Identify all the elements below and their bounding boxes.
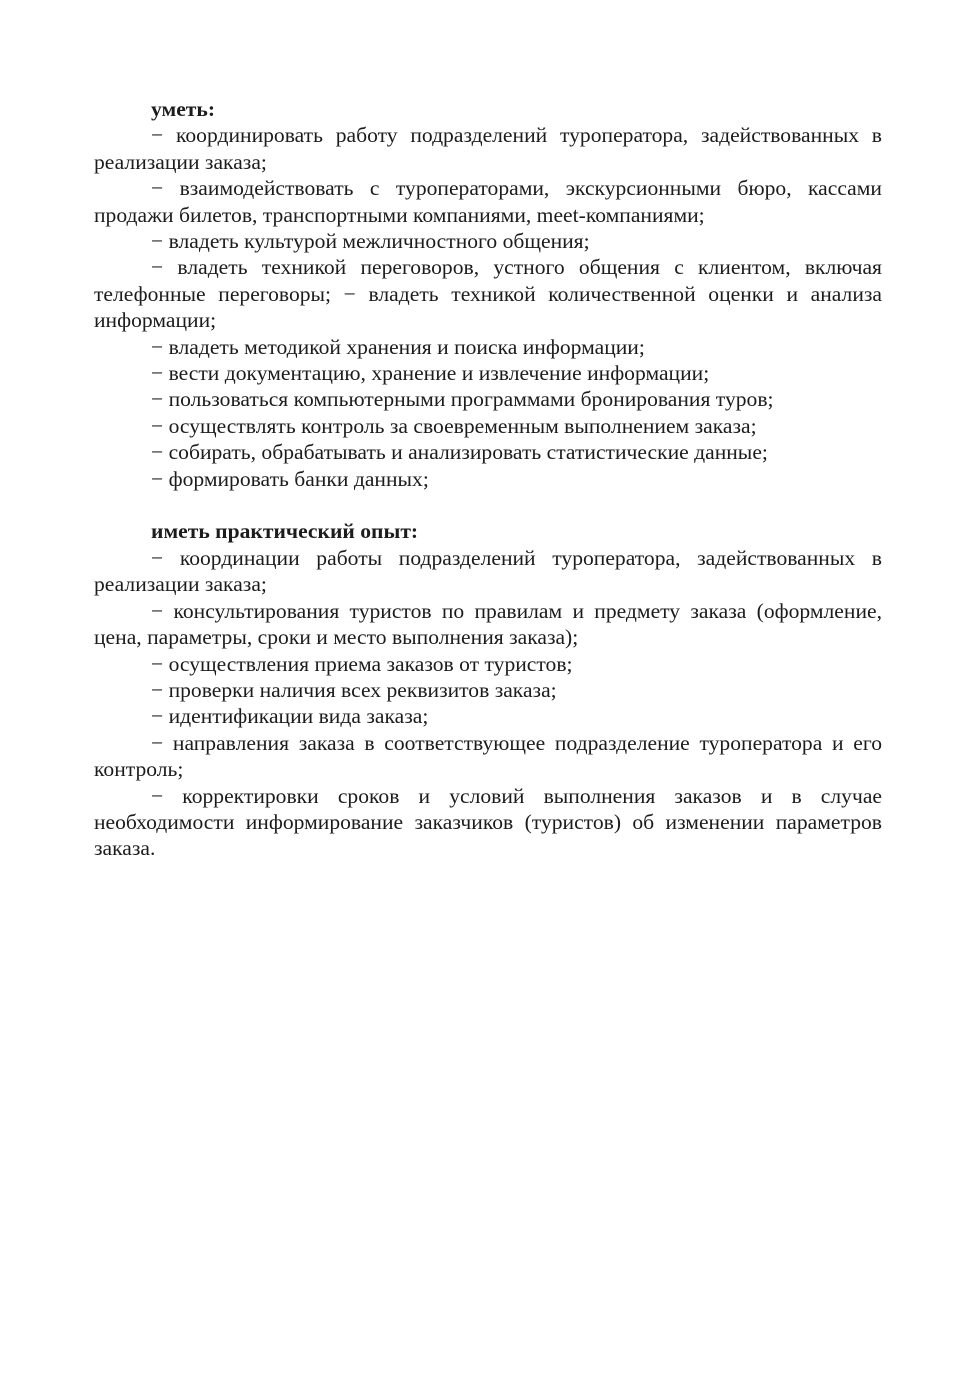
list-item: − владеть культурой межличностного общения; <box>151 229 590 254</box>
list-item: − идентификации вида заказа; <box>151 704 429 729</box>
list-item: − взаимодействовать с туроператорами, экскурсионными бюро, кассами продажи билетов, транспортными компаниями, meet-компаниями; <box>94 176 882 227</box>
list-item: − пользоваться компьютерными программами бронирования туров; <box>151 387 774 412</box>
list-item: − формировать банки данных; <box>151 466 429 491</box>
section-heading-experience: иметь практический опыт: <box>151 519 419 544</box>
document-body <box>94 96 882 862</box>
list-item: − направления заказа в соответствующее подразделение туроператора и его контроль; <box>94 730 882 782</box>
list-item: − осуществлять контроль за своевременным выполнением заказа; <box>151 413 757 438</box>
list-item: − консультирования туристов по правилам и предмету заказа (оформление, цена, параметры, сроки и место выполнения заказа); <box>94 598 882 650</box>
list-item: − координации работы подразделений туроператора, задействованных в реализации заказа; <box>94 545 882 597</box>
section-heading-skills: уметь: <box>151 97 216 121</box>
list-item: − владеть методикой хранения и поиска информации; <box>151 334 645 359</box>
list-item: − осуществления приема заказов от туристов; <box>151 651 573 676</box>
section-spacer <box>94 492 882 518</box>
list-item: − проверки наличия всех реквизитов заказа; <box>151 677 557 702</box>
list-item: − вести документацию, хранение и извлечение информации; <box>151 361 710 386</box>
list-item: − владеть техникой переговоров, устного общения с клиентом, включая телефонные переговоры; − владеть техникой количественной оценки и анализа информации; <box>94 255 882 333</box>
list-item: − корректировки сроков и условий выполнения заказов и в случае необходимости информирование заказчиков (туристов) об изменении параметров заказа. <box>94 783 882 861</box>
list-item: − собирать, обрабатывать и анализировать статистические данные; <box>151 440 768 465</box>
list-item: − координировать работу подразделений туроператора, задействованных в реализации заказа; <box>94 123 882 174</box>
